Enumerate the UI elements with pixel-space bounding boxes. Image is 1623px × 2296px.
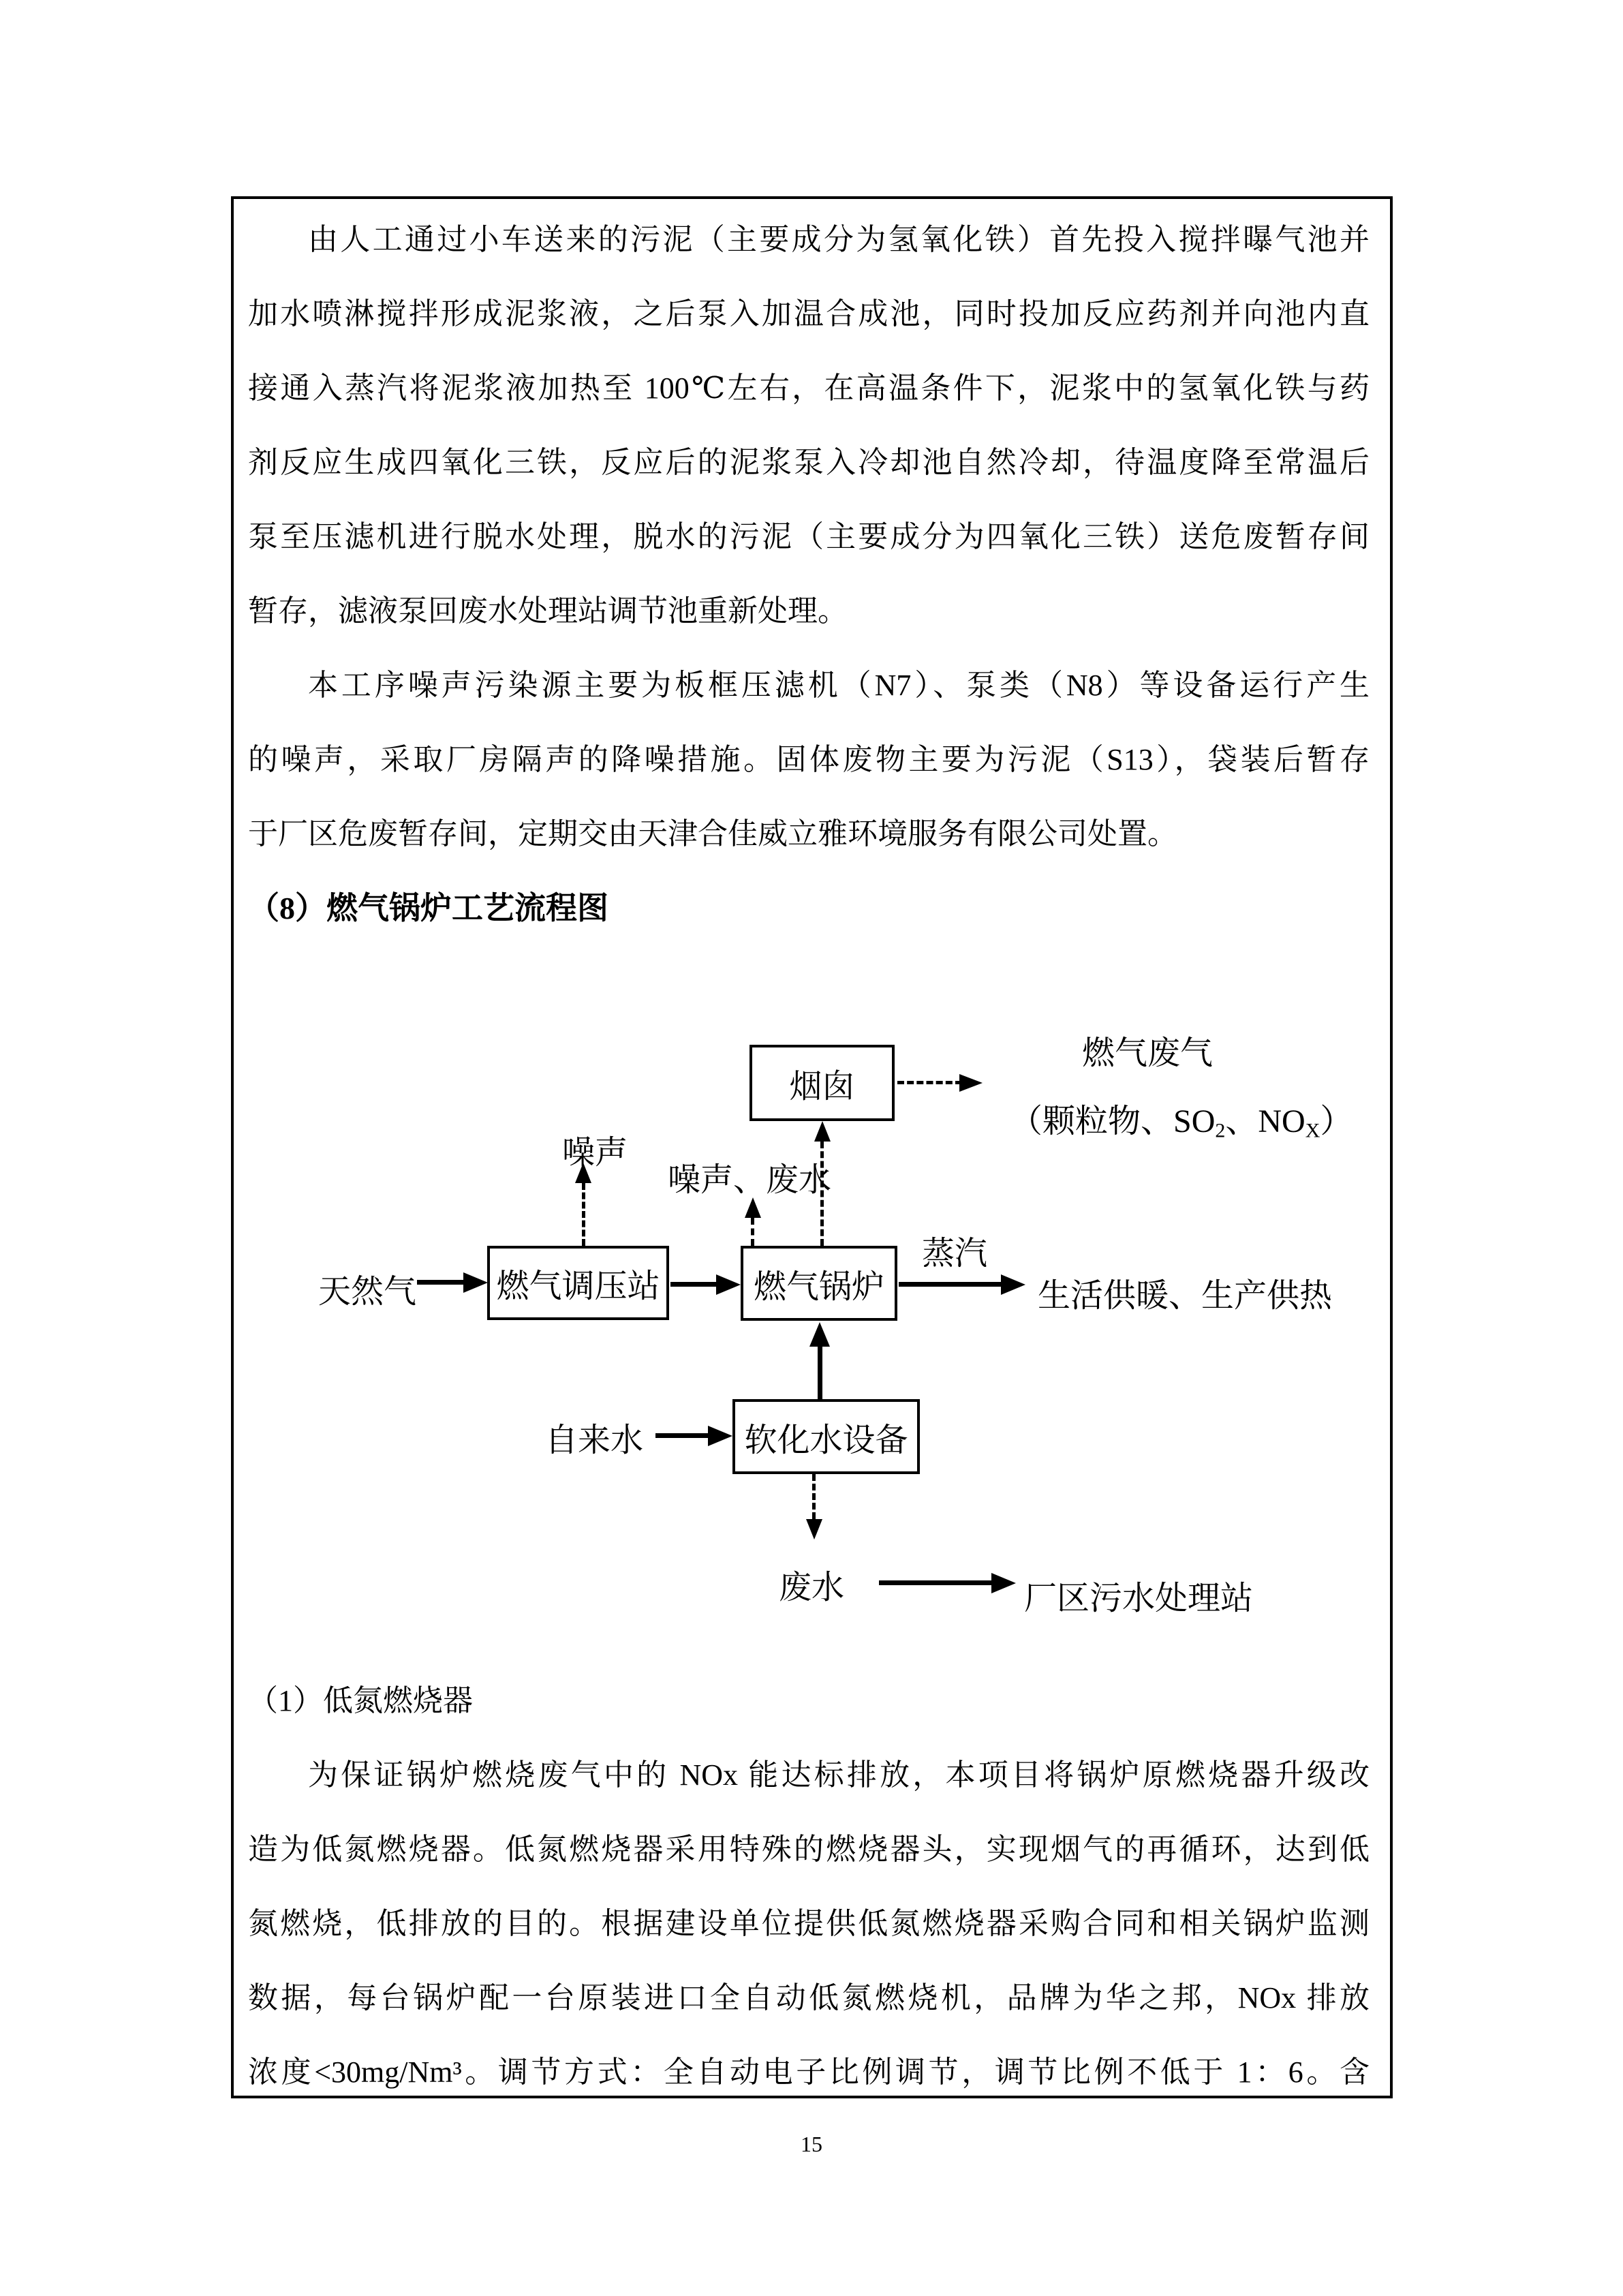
label-noise: 噪声 <box>562 1135 628 1171</box>
label-sewage-station: 厂区污水处理站 <box>1024 1580 1254 1617</box>
body-line: 接通入蒸汽将泥浆液加热至 100℃左右，在高温条件下，泥浆中的氢氧化铁与药 <box>248 371 1370 405</box>
body-line: 暂存，滤液泵回废水处理站调节池重新处理。 <box>248 594 848 628</box>
exhaust-detail-suffix: ） <box>1320 1103 1353 1139</box>
flow-box-gas-regulator <box>487 1246 669 1320</box>
flow-box-gas-boiler <box>741 1246 897 1321</box>
section-heading-1: （1）低氮燃烧器 <box>248 1684 473 1717</box>
body-line: 剂反应生成四氧化三铁，反应后的泥浆泵入冷却池自然冷却，待温度降至常温后 <box>248 446 1370 479</box>
flow-box-gas-boiler-label: 燃气锅炉 <box>753 1268 884 1305</box>
label-tap-water: 自来水 <box>545 1422 644 1458</box>
body-line: 的噪声，采取厂房隔声的降噪措施。固体废物主要为污泥（S13），袋装后暂存 <box>248 743 1370 776</box>
body-line: 为保证锅炉燃烧废气中的 NOx 能达标排放，本项目将锅炉原燃烧器升级改 <box>308 1758 1370 1792</box>
label-wastewater: 废水 <box>779 1570 845 1606</box>
flow-box-water-softener <box>732 1399 920 1474</box>
label-heat-supply: 生活供暖、生产供热 <box>1038 1278 1333 1314</box>
exhaust-so2-subscript: 2 <box>1215 1119 1226 1142</box>
flow-box-chimney-label: 烟囱 <box>789 1068 855 1105</box>
label-natural-gas: 天然气 <box>318 1274 417 1310</box>
exhaust-detail-prefix: （颗粒物、SO <box>1010 1103 1216 1139</box>
body-line: 由人工通过小车送来的污泥（主要成分为氢氧化铁）首先投入搅拌曝气池并 <box>308 223 1370 256</box>
section-heading-8: （8）燃气锅炉工艺流程图 <box>248 891 608 925</box>
label-noise-wastewater: 噪声、废水 <box>668 1162 832 1198</box>
body-line: 本工序噪声污染源主要为板框压滤机（N7）、泵类（N8）等设备运行产生 <box>308 669 1370 702</box>
body-line: 氮燃烧，低排放的目的。根据建设单位提供低氮燃烧器采购合同和相关锅炉监测 <box>248 1907 1370 1940</box>
page-number: 15 <box>801 2132 822 2156</box>
body-line: 泵至压滤机进行脱水处理，脱水的污泥（主要成分为四氧化三铁）送危废暂存间 <box>248 520 1370 553</box>
body-line: 加水喷淋搅拌形成泥浆液，之后泵入加温合成池，同时投加反应药剂并向池内直 <box>248 297 1370 331</box>
label-steam: 蒸汽 <box>922 1236 988 1272</box>
exhaust-nox-subscript: X <box>1305 1119 1320 1142</box>
flow-box-gas-regulator-label: 燃气调压站 <box>496 1268 660 1304</box>
text-block-lower <box>248 1664 1370 2109</box>
exhaust-detail-mid: 、NO <box>1225 1103 1305 1139</box>
body-line: 造为低氮燃烧器。低氮燃烧器采用特殊的燃烧器头，实现烟气的再循环，达到低 <box>248 1833 1370 1866</box>
body-line: 于厂区危废暂存间，定期交由天津合佳威立雅环境服务有限公司处置。 <box>248 817 1177 851</box>
flow-box-water-softener-label: 软化水设备 <box>744 1422 908 1458</box>
flow-box-chimney <box>749 1045 895 1121</box>
text-block-upper <box>248 202 1370 945</box>
body-line: 浓度<30mg/Nm³。调节方式：全自动电子比例调节，调节比例不低于 1：6。含 <box>248 2055 1370 2089</box>
label-exhaust-gas-title: 燃气废气 <box>1082 1035 1214 1071</box>
body-line: 数据，每台锅炉配一台原装进口全自动低氮燃烧机，品牌为华之邦，NOx 排放 <box>248 1981 1370 2015</box>
label-exhaust-gas-detail <box>1010 1095 1352 1143</box>
